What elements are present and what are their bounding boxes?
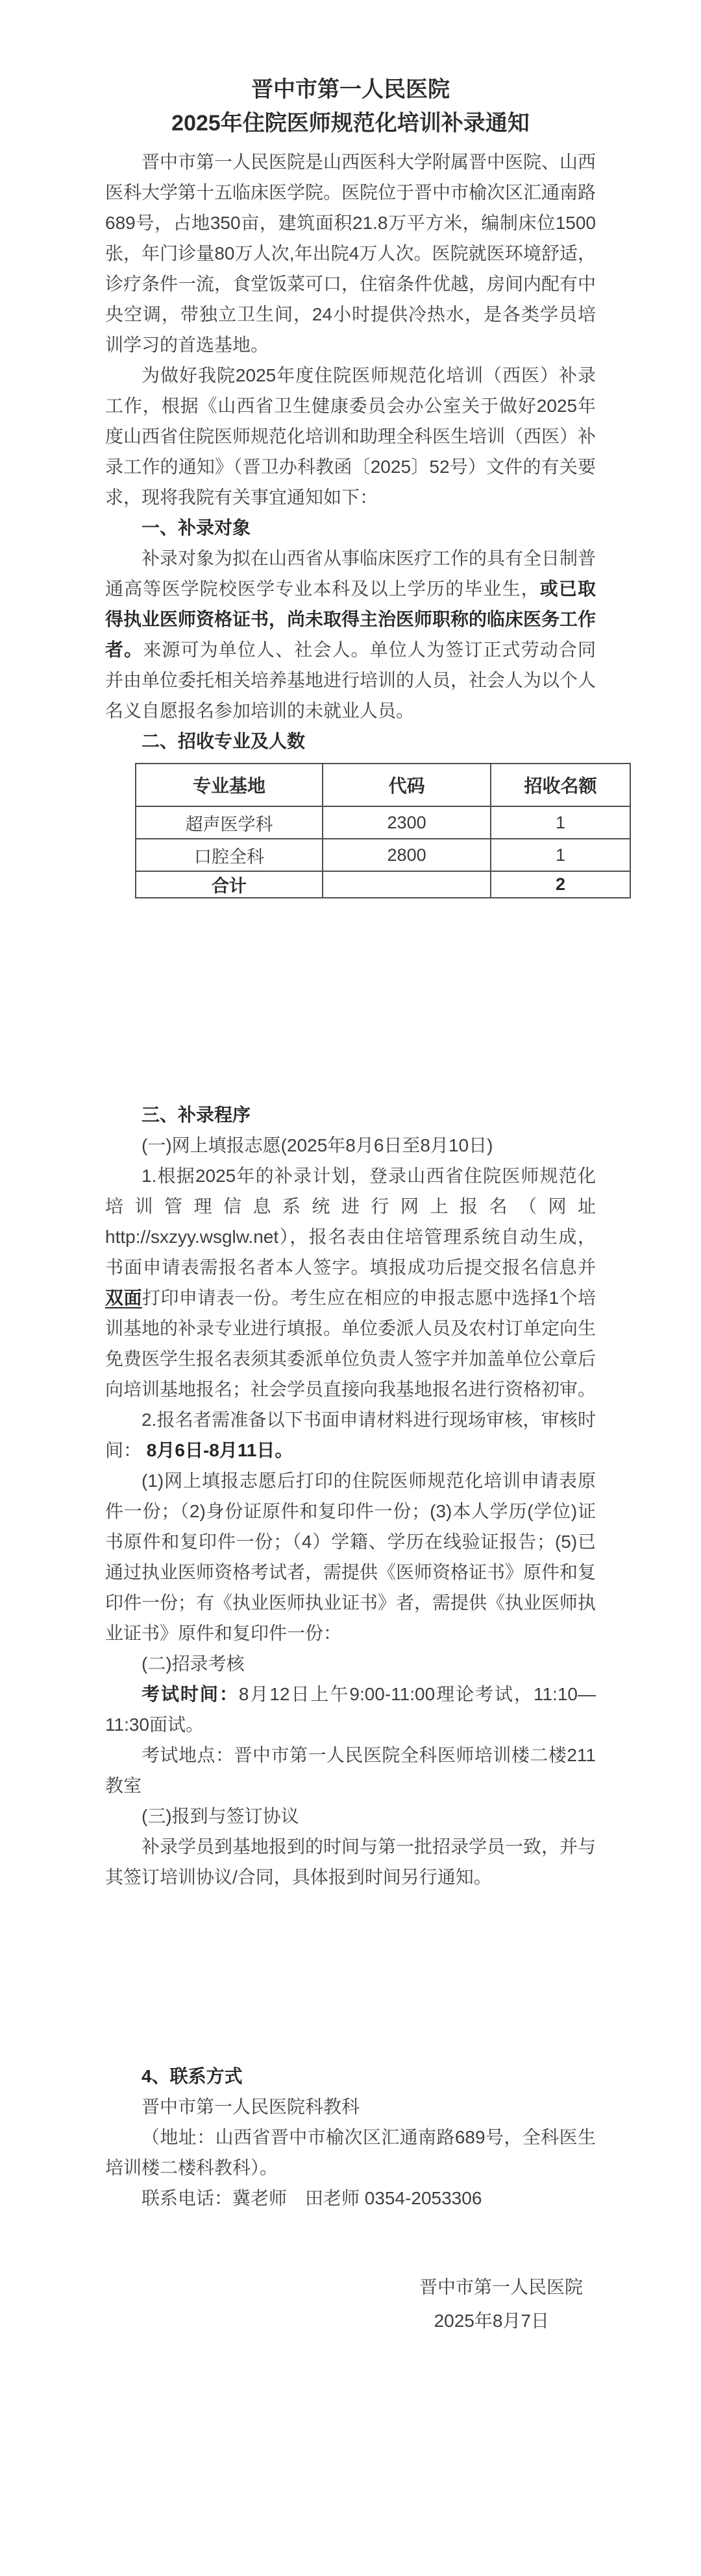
text-segment: 联系电话：冀老师 田老师 0354-2053306 — [141, 2188, 482, 2208]
paragraph — [105, 2091, 596, 2122]
page-title-line-1: 晋中市第一人民医院 — [251, 77, 450, 102]
paragraph — [105, 543, 596, 726]
table-cell: 合计 — [136, 871, 323, 898]
text-segment: (一)网上填报志愿(2025年8月6日至8月10日) — [141, 1135, 493, 1155]
section-heading — [105, 726, 596, 756]
signature-organization: 晋中市第一人民医院 — [419, 2277, 583, 2297]
signature-date: 2025年8月7日 — [434, 2311, 549, 2331]
table-cell — [323, 871, 491, 898]
signature-block — [105, 2270, 596, 2338]
text-segment: 或已取得执业医师资格证书，尚未取得主治医师职称的临床医务工作者。 — [105, 579, 596, 660]
paragraph — [105, 1740, 596, 1801]
paragraph — [105, 2122, 596, 2183]
text-segment: 晋中市第一人民医院科教科 — [141, 2097, 360, 2117]
section-heading — [105, 512, 596, 543]
text-segment: 晋中市第一人民医院是山西医科大学附属晋中医院、山西医科大学第十五临床医学院。医院位于晋中市榆次区汇通南路689号，占地350亩，建筑面积21.8万平方米，编制床位1500张，年门诊量80万人次,年出院4万人次。医院就医环境舒适，诊疗条件一流，食堂饭菜可口，住宿条件优越，房间内配有中央空调，带独立卫生间，24小时提供冷热水，是各类学员培训学习的首选基地。 — [105, 152, 596, 355]
paragraph — [105, 1648, 596, 1679]
table-header-cell: 招收名额 — [491, 764, 630, 806]
table-cell: 1 — [491, 839, 630, 871]
text-segment: 考试地点：晋中市第一人民医院全科医师培训楼二楼211教室 — [105, 1745, 596, 1796]
paragraph — [105, 1161, 596, 1404]
text-segment: 补录学员到基地报到的时间与第一批招录学员一致，并与其签订培训协议/合同，具体报到时间另行通知。 — [105, 1836, 596, 1887]
table-header-cell: 代码 — [323, 764, 491, 806]
table-row — [136, 806, 630, 839]
text-segment: 双面 — [105, 1288, 142, 1308]
text-segment: 考试时间： — [141, 1684, 239, 1704]
table-cell: 2800 — [323, 839, 491, 871]
text-segment: 打印申请表一份。考生应在相应的申报志愿中选择1个培训基地的补录专业进行填报。单位委派人员及农村订单定向生免费医学生报名表须其委派单位负责人签字并加盖单位公章后向培训基地报名；社会学员直接向我基地报名进行资格初审。 — [105, 1288, 596, 1399]
text-segment: 4、联系方式 — [141, 2066, 243, 2086]
table-cell: 口腔全科 — [136, 839, 323, 871]
table-row — [136, 839, 630, 871]
table-cell: 2300 — [323, 806, 491, 839]
paragraph — [105, 1801, 596, 1831]
page-title-line-2: 2025年住院医师规范化培训补录通知 — [171, 111, 530, 136]
paragraph — [105, 1465, 596, 1648]
text-segment: 为做好我院2025年度住院医师规范化培训（西医）补录工作，根据《山西省卫生健康委员会办公室关于做好2025年度山西省住院医师规范化培训和助理全科医生培训（西医）补录工作的通知》（晋卫办科教函〔2025〕52号）文件的有关要求，现将我院有关事宜通知如下： — [105, 365, 596, 507]
paragraph — [105, 1831, 596, 1892]
table-body — [136, 806, 630, 898]
text-segment: (三)报到与签订协议 — [141, 1806, 299, 1826]
paragraph — [105, 2183, 596, 2213]
text-segment: 来源可为单位人、社会人。单位人为签订正式劳动合同并由单位委托相关培养基地进行培训的人员，社会人为以个人名义自愿报名参加培训的未就业人员。 — [105, 640, 596, 721]
document-body — [105, 147, 596, 2213]
table-head — [136, 764, 630, 806]
table-total-row — [136, 871, 630, 898]
table-cell: 超声医学科 — [136, 806, 323, 839]
text-segment: 一、补录对象 — [141, 518, 251, 538]
table-cell: 2 — [491, 871, 630, 898]
vertical-gap — [105, 1892, 596, 2061]
table-header-row — [136, 764, 630, 806]
paragraph — [105, 1130, 596, 1161]
paragraph — [105, 1679, 596, 1740]
text-segment: 二、招收专业及人数 — [141, 731, 306, 751]
text-segment: 2.报名者需准备以下书面申请材料进行现场审核，审核时间： — [105, 1410, 596, 1460]
text-segment: 1.根据2025年的补录计划，登录山西省住院医师规范化培训管理信息系统进行网上报名（网址http://sxzyy.wsglw.net），报名表由住培管理系统自动生成，书面申请表需报名者本人签字。填报成功后提交报名信息并 — [105, 1166, 596, 1277]
document-title-block — [105, 73, 596, 140]
paragraph — [105, 360, 596, 512]
text-segment: 8月6日-8月11日。 — [141, 1440, 293, 1460]
paragraph — [105, 1404, 596, 1465]
text-segment: 8月12日上午9:00-11:00理论考试，11:10—11:30面试。 — [105, 1684, 596, 1735]
text-segment: (二)招录考核 — [141, 1654, 245, 1674]
text-segment: (1)网上填报志愿后打印的住院医师规范化培训申请表原件一份；（2)身份证原件和复印件一份；(3)本人学历(学位)证书原件和复印件一份；（4）学籍、学历在线验证报告；(5)已通过执业医师资格考试者，需提供《医师资格证书》原件和复印件一份；有《执业医师执业证书》者，需提供《执业医师执业证书》原件和复印件一份： — [105, 1471, 596, 1643]
section-heading — [105, 1100, 596, 1130]
text-segment: 三、补录程序 — [141, 1105, 251, 1125]
section-heading — [105, 2061, 596, 2091]
paragraph — [105, 147, 596, 360]
vertical-gap — [105, 898, 596, 1100]
table-header-cell: 专业基地 — [136, 764, 323, 806]
table-cell: 1 — [491, 806, 630, 839]
text-segment: （地址：山西省晋中市榆次区汇通南路689号，全科医生培训楼二楼科教科）。 — [105, 2127, 596, 2178]
recruitment-table — [135, 763, 631, 898]
text-segment: 补录对象为拟在山西省从事临床医疗工作的具有全日制普通高等医学院校医学专业本科及以上学历的毕业生， — [105, 548, 596, 599]
